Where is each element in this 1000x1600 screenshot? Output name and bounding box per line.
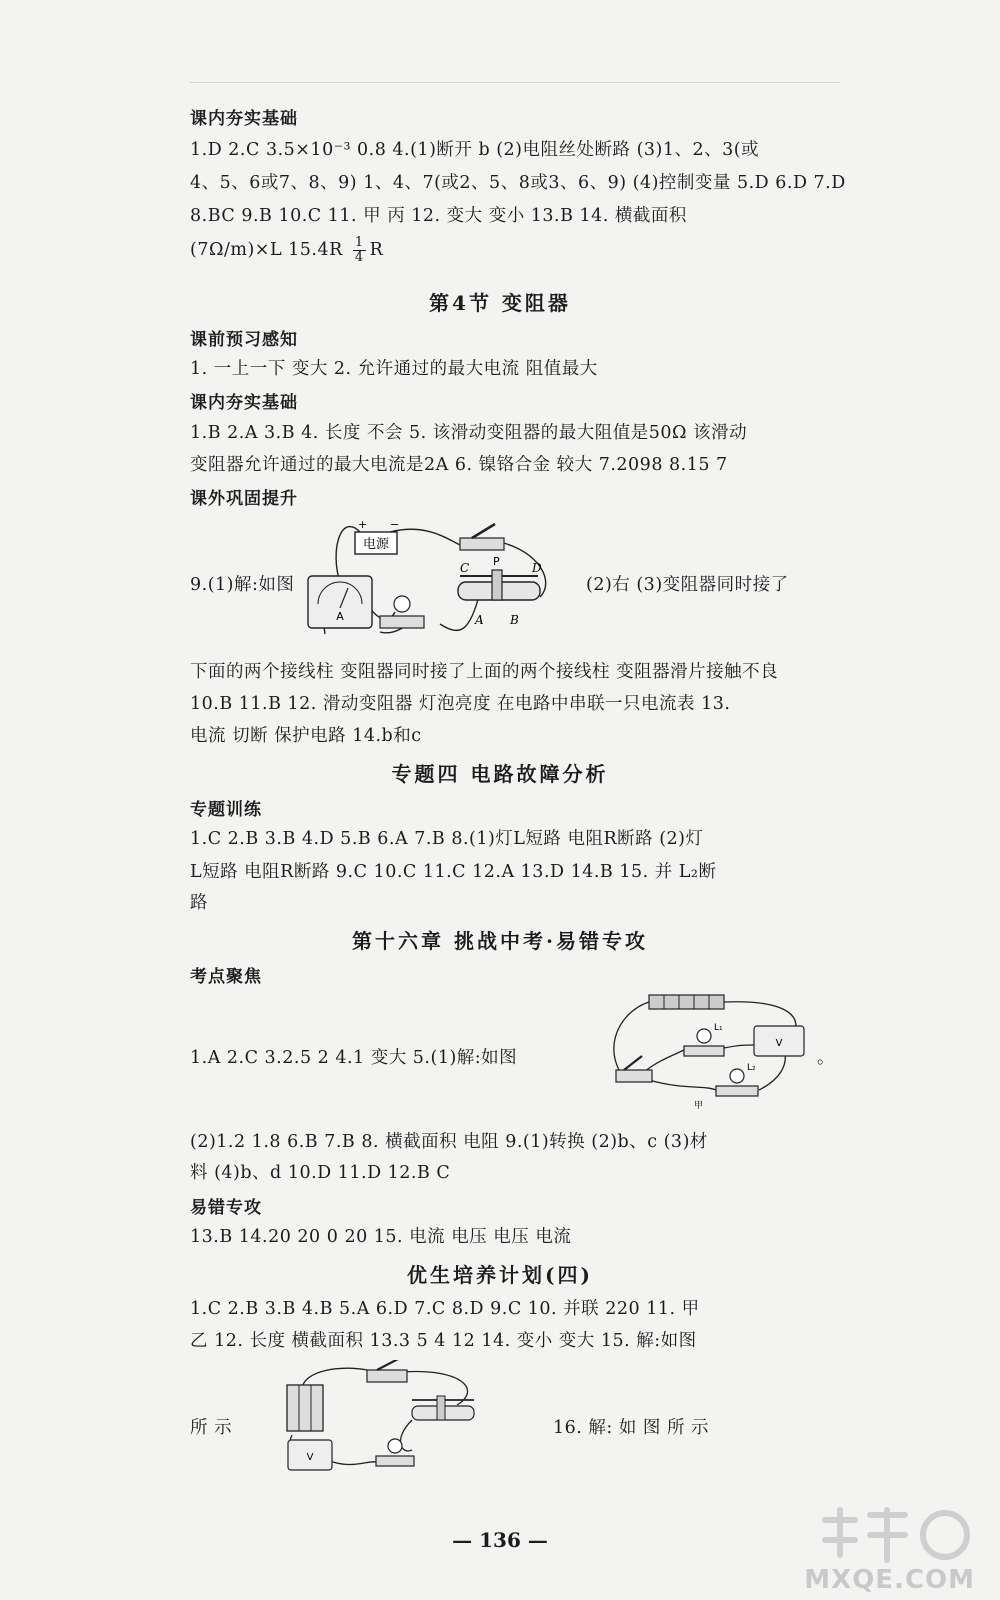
heading-training: 专题训练: [190, 800, 262, 820]
answer-line: 8.BC 9.B 10.C 11. 甲 丙 12. 变大 变小 13.B 14. 横截面积: [190, 206, 687, 226]
answer-text: (7Ω/m)×L 15.4R: [190, 240, 343, 260]
circuit-diagram-rheostat: [300, 512, 560, 650]
answer-line: 1.C 2.B 3.B 4.D 5.B 6.A 7.B 8.(1)灯L短路 电阻R断路 (2)灯: [190, 829, 704, 849]
answer-line: (2)1.2 1.8 6.B 7.B 8. 横截面积 电阻 9.(1)转换 (2)b、c (3)材: [190, 1132, 708, 1152]
terminal-d-label: D: [532, 561, 542, 575]
switch: [367, 1360, 407, 1382]
rheostat: [458, 555, 542, 627]
answer-line: 1.A 2.C 3.2.5 2 4.1 变大 5.(1)解:如图: [190, 1048, 518, 1068]
answer-line: 9.(1)解:如图: [190, 575, 295, 595]
bulb-l2-label: L₂: [747, 1063, 756, 1073]
voltmeter: [288, 1440, 332, 1470]
answer-line: 料 (4)b、d 10.D 11.D 12.B C: [190, 1163, 451, 1183]
heading-extension: 课外巩固提升: [190, 489, 298, 509]
heading-class-basics: 课内夯实基础: [190, 393, 298, 413]
answer-line: 1.D 2.C 3.5×10⁻³ 0.8 4.(1)断开 b (2)电阻丝处断路 (3)1、2、3(或: [190, 140, 760, 160]
section-title-excellent-plan: 优生培养计划(四): [407, 1263, 593, 1287]
wire: [649, 1080, 716, 1090]
top-rule: [190, 82, 840, 83]
answer-line: 所 示: [190, 1418, 233, 1438]
bulb: [376, 1439, 414, 1466]
page-number: — 136 —: [452, 1528, 548, 1552]
heading-preview: 课前预习感知: [190, 330, 298, 350]
wire: [644, 1050, 684, 1072]
heading-class-basics: 课内夯实基础: [190, 109, 298, 129]
answer-line: 乙 12. 长度 横截面积 13.3 5 4 12 14. 变小 变大 15. 解:如图: [190, 1331, 697, 1351]
battery-pack: [287, 1385, 323, 1431]
answer-line: 路: [190, 893, 208, 913]
bulb-l1: [684, 1023, 724, 1056]
answer-line: 4、5、6或7、8、9) 1、4、7(或2、5、8或3、6、9) (4)控制变量 5.D 6.D 7.D: [190, 173, 846, 193]
circuit-diagram-series: [604, 990, 816, 1112]
slider-p-label: P: [493, 555, 500, 568]
voltmeter-label: V: [775, 1038, 783, 1049]
voltmeter-label: V: [306, 1452, 314, 1463]
answer-line: L短路 电阻R断路 9.C 10.C 11.C 12.A 13.D 14.B 15. 并 L₂断: [190, 862, 717, 882]
section-title-fault-analysis: 专题四 电路故障分析: [391, 762, 609, 786]
answer-line-fraction: [190, 236, 830, 265]
answer-line: 电流 切断 保护电路 14.b和c: [190, 726, 422, 746]
terminal-a-label: A: [475, 613, 484, 627]
wire: [390, 529, 465, 547]
wire: [724, 1045, 754, 1048]
battery-source: [355, 518, 399, 554]
answer-line: 1.B 2.A 3.B 4. 长度 不会 5. 该滑动变阻器的最大阻值是50Ω 该滑动: [190, 423, 748, 443]
wire: [614, 1002, 649, 1070]
figure-label: 甲: [694, 1101, 704, 1111]
ammeter: [308, 576, 372, 628]
answer-line: 下面的两个接线柱 变阻器同时接了上面的两个接线柱 变阻器滑片接触不良: [190, 662, 779, 682]
heading-error-prone: 易错专攻: [190, 1198, 262, 1218]
section-title-rheostat: 第4节 变阻器: [429, 291, 571, 315]
heading-focus: 考点聚焦: [190, 967, 262, 987]
watermark-text: MXQE.COM: [804, 1565, 975, 1595]
answer-line: 10.B 11.B 12. 滑动变阻器 灯泡亮度 在电路中串联一只电流表 13.: [190, 694, 731, 714]
terminal-c-label: C: [460, 561, 470, 575]
bulb-l1-label: L₁: [714, 1023, 723, 1033]
voltmeter: [754, 1026, 804, 1056]
bulb-l2: [716, 1063, 758, 1096]
wire: [327, 1460, 377, 1465]
answer-line: 16. 解: 如 图 所 示: [553, 1418, 710, 1438]
answer-line: 13.B 14.20 20 0 20 15. 电流 电压 电压 电流: [190, 1227, 572, 1247]
answer-line-end: 。: [817, 1048, 835, 1068]
section-title-chapter16: 第十六章 挑战中考·易错专攻: [352, 929, 648, 953]
answer-line: (2)右 (3)变阻器同时接了: [586, 575, 789, 595]
meter-label: A: [336, 610, 344, 623]
bulb: [380, 596, 424, 628]
circuit-diagram-parallel: [272, 1360, 482, 1475]
battery-pack: [649, 995, 724, 1009]
answer-line: 1. 一上一下 变大 2. 允许通过的最大电流 阻值最大: [190, 359, 598, 379]
source-label: 电源: [362, 537, 390, 552]
answer-text: R: [369, 240, 384, 260]
fraction-denominator: 4: [354, 250, 364, 265]
rheostat: [412, 1396, 474, 1420]
minus-label: −: [390, 518, 400, 531]
terminal-b-label: B: [510, 613, 519, 627]
answer-line: 变阻器允许通过的最大电流是2A 6. 镍铬合金 较大 7.2098 8.15 7: [190, 455, 728, 475]
switch: [460, 524, 504, 550]
plus-label: +: [358, 518, 368, 531]
answer-line: 1.C 2.B 3.B 4.B 5.A 6.D 7.C 8.D 9.C 10. 并联 220 11. 甲: [190, 1299, 700, 1319]
fraction-numerator: 1: [354, 235, 364, 250]
fraction: [353, 236, 366, 265]
switch: [616, 1056, 652, 1082]
